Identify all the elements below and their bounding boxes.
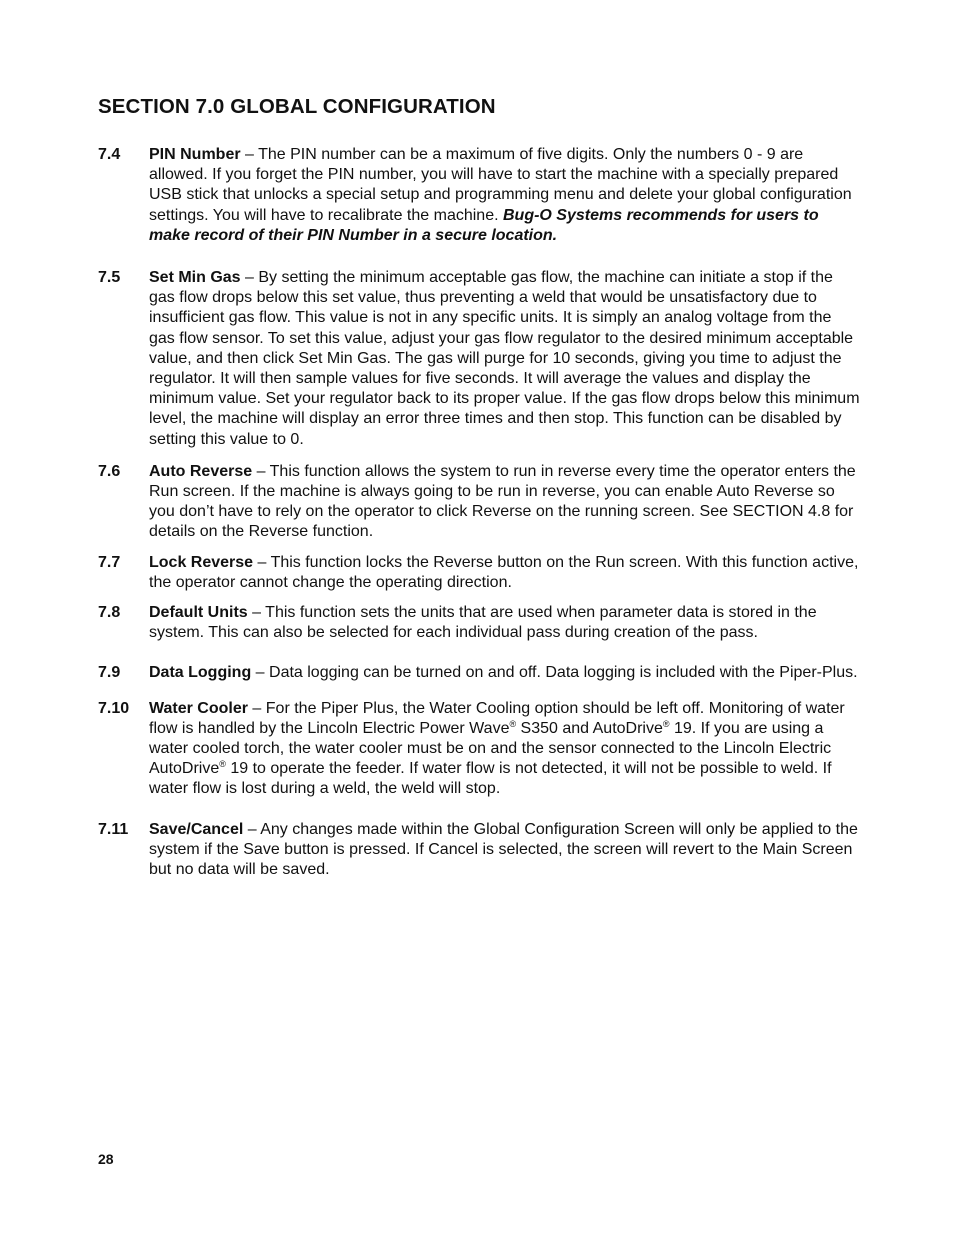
registered-mark: ® bbox=[662, 718, 670, 729]
section-label: Lock Reverse bbox=[149, 553, 254, 571]
section-text: 19. If you are using a water cooled torch, the water cooler must be on and the sensor connected to the Lincoln Electric AutoDrive bbox=[149, 719, 832, 778]
section-list bbox=[98, 145, 860, 880]
section-label: Water Cooler bbox=[149, 699, 248, 717]
section-text: – This function sets the units that are used when parameter data is stored in the system. This can also be selected for each individual pass during creation of the pass. bbox=[149, 604, 817, 642]
section-7-8-default-units bbox=[98, 603, 860, 643]
section-number: 7.8 bbox=[98, 604, 121, 622]
section-text: S350 and AutoDrive bbox=[516, 719, 663, 737]
section-label: Set Min Gas bbox=[149, 269, 241, 287]
section-label: PIN Number bbox=[149, 146, 241, 163]
section-number: 7.11 bbox=[98, 820, 129, 838]
section-number: 7.10 bbox=[98, 699, 130, 717]
registered-mark: ® bbox=[219, 759, 226, 770]
section-text: – Data logging can be turned on and off. Data logging is included with the Piper-Plus. bbox=[251, 664, 858, 682]
section-label: Default Units bbox=[149, 604, 248, 622]
section-label: Save/Cancel bbox=[149, 820, 244, 838]
section-number: 7.6 bbox=[98, 462, 121, 480]
section-text: – By setting the minimum acceptable gas flow, the machine can initiate a stop if the gas flow drops below this set value, thus preventing a weld that would be unsatisfactory due to insufficient gas flow. This value is not in any specific units. It is simply an analog voltage from the gas flow sensor. To set this value, adjust your gas flow regulator to the desired minimum acceptable value, and then click Set Min Gas. The gas will purge for 10 seconds, giving you time to adjust the regulator. It will then sample values for five seconds. It will average the values and display the minimum value. Set your regulator back to its proper value. If the gas flow drops below this minimum level, the machine will display an error three times and then stop. This function can be disabled by setting this value to 0. bbox=[149, 269, 860, 448]
registered-mark: ® bbox=[509, 718, 517, 729]
page-number: 28 bbox=[98, 1151, 114, 1167]
section-text: 19 to operate the feeder. If water flow is not detected, it will not be possible to weld. If water flow is lost during a weld, the weld will stop. bbox=[149, 760, 832, 798]
section-text: – This function allows the system to run in reverse every time the operator enters the Run screen. If the machine is always going to be run in reverse, you can enable Auto Reverse so you don’t have to rely on the operator to click Reverse on the running screen. See SECTION 4.8 for details on the Reverse function. bbox=[149, 462, 856, 541]
section-7-6-auto-reverse bbox=[98, 462, 860, 543]
section-number: 7.5 bbox=[98, 269, 121, 287]
section-number: 7.7 bbox=[98, 553, 121, 571]
section-text: – For the Piper Plus, the Water Cooling option should be left off. Monitoring of water flow is handled by the Lincoln Electric Power Wave bbox=[149, 699, 845, 737]
section-number: 7.4 bbox=[98, 146, 121, 163]
section-7-10-water-cooler bbox=[98, 699, 860, 800]
section-text: – This function locks the Reverse button on the Run screen. With this function active, the operator cannot change the operating direction. bbox=[149, 553, 859, 591]
section-7-5-set-min-gas bbox=[98, 268, 860, 450]
section-7-4-pin-number bbox=[98, 145, 860, 246]
page-title: SECTION 7.0 GLOBAL CONFIGURATION bbox=[98, 95, 496, 118]
section-label: Data Logging bbox=[149, 664, 252, 682]
section-7-11-save-cancel bbox=[98, 820, 860, 881]
section-7-9-data-logging bbox=[98, 663, 860, 683]
section-label: Auto Reverse bbox=[149, 462, 253, 480]
section-7-7-lock-reverse bbox=[98, 553, 860, 593]
section-text: – The PIN number can be a maximum of five digits. Only the numbers 0 - 9 are allowed. If you forget the PIN number, you will have to start the machine with a specially prepared USB stick that unlocks a special setup and programming menu and delete your global configuration settings. You will have to recalibrate the machine. bbox=[149, 146, 852, 224]
section-text: – Any changes made within the Global Configuration Screen will only be applied to the system if the Save button is pressed. If Cancel is selected, the screen will revert to the Main Screen but no data will be saved. bbox=[149, 820, 858, 879]
section-number: 7.9 bbox=[98, 664, 121, 682]
section-emphasis: Bug-O Systems recommends for users to make record of their PIN Number in a secure location. bbox=[149, 206, 819, 244]
